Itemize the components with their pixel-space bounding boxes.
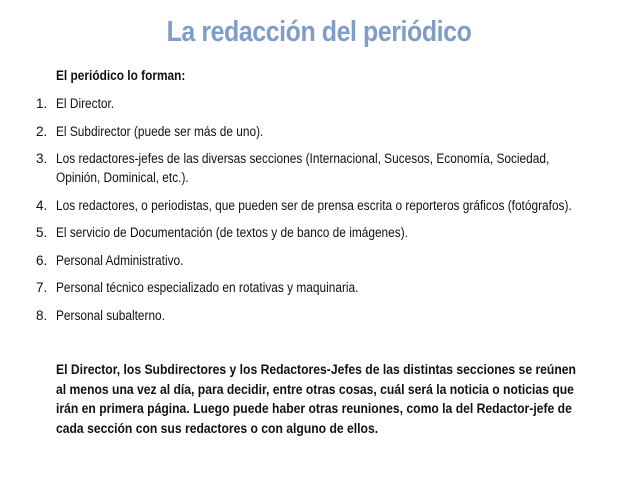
list-item bbox=[36, 94, 596, 113]
list-item-number: 6. bbox=[36, 252, 48, 268]
list-item bbox=[36, 122, 596, 141]
intro-text: El periódico lo forman: bbox=[56, 68, 186, 83]
list-item-number: 4. bbox=[36, 197, 48, 213]
closing-paragraph: El Director, los Subdirectores y los Redactores-Jefes de las distintas secciones se reúnen al menos una vez al día, para decidir, entre otras cosas, cuál será la noticia o noticias que irán en primera página. Luego puede haber otras reuniones, como la del Redactor-jefe de cada sección con sus redactores o con alguno de ellos. bbox=[56, 362, 576, 436]
list-item-number: 3. bbox=[36, 151, 48, 166]
list-item bbox=[36, 149, 596, 187]
list-item-text: Personal subalterno. bbox=[56, 307, 165, 323]
list-item-text: El servicio de Documentación (de textos y de banco de imágenes). bbox=[56, 225, 408, 240]
members-list bbox=[36, 94, 596, 333]
list-item-number: 2. bbox=[36, 123, 48, 139]
list-item bbox=[36, 223, 596, 242]
list-item bbox=[36, 278, 596, 297]
list-item bbox=[36, 196, 596, 215]
list-item-text: El Subdirector (puede ser más de uno). bbox=[56, 123, 264, 139]
list-item-number: 5. bbox=[36, 225, 48, 240]
slide-title: La redacción del periódico bbox=[166, 16, 472, 48]
list-item-number: 7. bbox=[36, 280, 48, 295]
list-item-text: Los redactores, o periodistas, que pueden ser de prensa escrita o reporteros gráficos (fotógrafos). bbox=[56, 197, 572, 213]
list-item-text: Personal técnico especializado en rotativas y maquinaria. bbox=[56, 280, 359, 295]
list-item bbox=[36, 251, 596, 270]
list-item-number: 8. bbox=[36, 307, 48, 323]
list-item-text: Personal Administrativo. bbox=[56, 252, 184, 268]
list-item bbox=[36, 306, 596, 325]
list-item-number: 1. bbox=[36, 96, 48, 111]
list-item-text: El Director. bbox=[56, 96, 115, 111]
list-item-text: Los redactores-jefes de las diversas secciones (Internacional, Sucesos, Economía, Sociedad, Opinión, Dominical, etc.). bbox=[56, 151, 550, 185]
